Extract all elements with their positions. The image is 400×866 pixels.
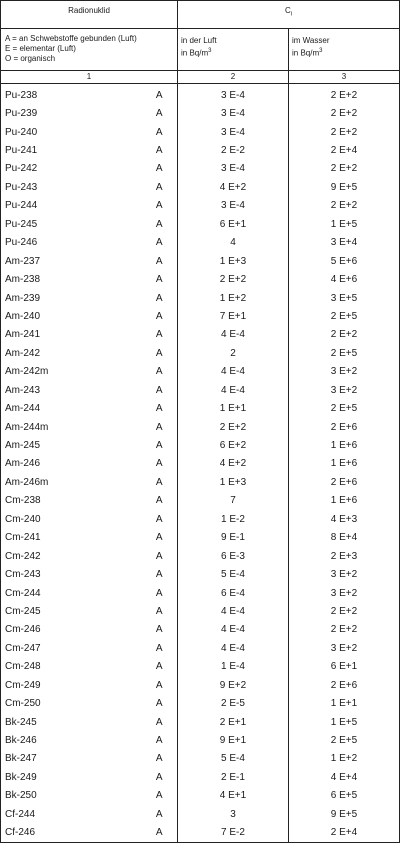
type-cell: A [124,178,178,196]
nuclide-cell: Am-242m [1,363,124,381]
nuclide-cell: Pu-241 [1,141,124,159]
nuclide-cell: Am-243 [1,381,124,399]
table-row [1,160,400,178]
nuclide-cell: Cm-246 [1,621,124,639]
type-cell: A [124,621,178,639]
water-value-cell: 1 E+6 [289,455,400,473]
water-unit: in Bq/m [292,48,320,58]
water-label-line2 [292,46,396,59]
type-cell: A [124,639,178,657]
type-cell: A [124,160,178,178]
nuclide-cell: Am-246 [1,455,124,473]
water-value-cell: 2 E+2 [289,197,400,215]
type-cell: A [124,602,178,620]
ci-label: C [284,6,291,15]
air-value-cell: 7 [178,492,289,510]
type-cell: A [124,731,178,749]
table-row [1,399,400,417]
table-row [1,492,400,510]
table-body [1,86,400,842]
air-value-cell: 3 E-4 [178,197,289,215]
column-number-2: 2 [178,71,289,84]
water-unit-exponent: 3 [319,48,323,54]
table-row [1,86,400,104]
nuclide-cell: Bk-250 [1,787,124,805]
water-value-cell: 2 E+6 [289,676,400,694]
water-value-cell: 2 E+2 [289,104,400,122]
nuclide-cell: Pu-243 [1,178,124,196]
column-header-air [178,29,289,71]
nuclide-cell: Pu-246 [1,234,124,252]
water-value-cell: 2 E+2 [289,621,400,639]
table-row [1,344,400,362]
type-cell: A [124,86,178,104]
legend-line: E = elementar (Luft) [5,44,76,53]
type-cell: A [124,418,178,436]
type-cell: A [124,565,178,583]
type-cell: A [124,713,178,731]
air-value-cell: 3 E-4 [178,160,289,178]
type-cell: A [124,584,178,602]
air-label-line2 [181,46,285,59]
table-row [1,270,400,288]
table-row [1,750,400,768]
table-row [1,584,400,602]
air-value-cell: 6 E-4 [178,584,289,602]
type-cell: A [124,344,178,362]
type-cell: A [124,381,178,399]
air-value-cell: 4 [178,234,289,252]
type-cell: A [124,307,178,325]
type-cell: A [124,215,178,233]
nuclide-cell: Cm-245 [1,602,124,620]
column-number-3: 3 [289,71,400,84]
air-value-cell: 4 E-4 [178,326,289,344]
nuclide-cell: Am-245 [1,436,124,454]
type-cell: A [124,750,178,768]
nuclide-cell: Cm-243 [1,565,124,583]
air-value-cell: 9 E+1 [178,731,289,749]
ci-subscript: i [290,11,293,18]
water-value-cell: 2 E+2 [289,86,400,104]
table-row [1,547,400,565]
air-value-cell: 2 [178,344,289,362]
water-value-cell: 1 E+6 [289,492,400,510]
water-value-cell: 2 E+4 [289,824,400,843]
type-legend [1,29,178,71]
type-cell: A [124,676,178,694]
table-row [1,289,400,307]
water-value-cell: 6 E+1 [289,658,400,676]
air-value-cell: 7 E-2 [178,824,289,843]
water-value-cell: 2 E+5 [289,731,400,749]
table-row [1,676,400,694]
column-number-1: 1 [1,71,178,84]
nuclide-cell: Pu-242 [1,160,124,178]
nuclide-cell: Cf-244 [1,805,124,823]
table-row [1,694,400,712]
table-row [1,658,400,676]
water-value-cell: 5 E+6 [289,252,400,270]
air-value-cell: 9 E+2 [178,676,289,694]
air-value-cell: 4 E+1 [178,787,289,805]
water-value-cell: 3 E+2 [289,363,400,381]
air-value-cell: 1 E+3 [178,252,289,270]
water-value-cell: 3 E+2 [289,584,400,602]
water-value-cell: 2 E+5 [289,307,400,325]
air-value-cell: 4 E-4 [178,602,289,620]
nuclide-cell: Cm-240 [1,510,124,528]
air-value-cell: 4 E+2 [178,455,289,473]
nuclide-cell: Am-244 [1,399,124,417]
water-value-cell: 1 E+6 [289,436,400,454]
type-cell: A [124,363,178,381]
water-value-cell: 8 E+4 [289,529,400,547]
water-value-cell: 3 E+2 [289,639,400,657]
legend-line: A = an Schwebstoffe gebunden (Luft) [5,34,137,43]
table-row [1,639,400,657]
nuclide-cell: Am-244m [1,418,124,436]
table-row [1,197,400,215]
column-header-ci [178,1,400,29]
type-cell: A [124,197,178,215]
table-row [1,713,400,731]
type-cell: A [124,529,178,547]
air-value-cell: 4 E-4 [178,381,289,399]
nuclide-cell: Cm-249 [1,676,124,694]
table-row [1,141,400,159]
air-value-cell: 2 E+2 [178,418,289,436]
type-cell: A [124,399,178,417]
table-row [1,418,400,436]
air-value-cell: 5 E-4 [178,750,289,768]
air-value-cell: 2 E+2 [178,270,289,288]
type-cell: A [124,289,178,307]
air-value-cell: 6 E+2 [178,436,289,454]
air-value-cell: 1 E+3 [178,473,289,491]
nuclide-cell: Cm-244 [1,584,124,602]
air-value-cell: 9 E-1 [178,529,289,547]
air-unit-exponent: 3 [208,48,212,54]
nuclide-cell: Cm-250 [1,694,124,712]
type-cell: A [124,234,178,252]
water-value-cell: 3 E+5 [289,289,400,307]
air-value-cell: 6 E+1 [178,215,289,233]
nuclide-cell: Am-237 [1,252,124,270]
water-value-cell: 3 E+2 [289,565,400,583]
nuclide-cell: Bk-249 [1,768,124,786]
type-cell: A [124,805,178,823]
table-row [1,307,400,325]
nuclide-cell: Am-240 [1,307,124,325]
nuclide-cell: Pu-240 [1,123,124,141]
type-cell: A [124,658,178,676]
water-value-cell: 9 E+5 [289,805,400,823]
water-value-cell: 2 E+4 [289,141,400,159]
type-cell: A [124,492,178,510]
air-value-cell: 5 E-4 [178,565,289,583]
water-value-cell: 1 E+2 [289,750,400,768]
nuclide-cell: Pu-238 [1,86,124,104]
type-cell: A [124,473,178,491]
water-value-cell: 2 E+5 [289,344,400,362]
nuclide-cell: Pu-245 [1,215,124,233]
type-cell: A [124,326,178,344]
water-value-cell: 1 E+1 [289,694,400,712]
table-row [1,787,400,805]
air-value-cell: 6 E-3 [178,547,289,565]
water-value-cell: 2 E+6 [289,418,400,436]
air-value-cell: 3 E-4 [178,123,289,141]
type-cell: A [124,455,178,473]
table-row [1,473,400,491]
nuclide-cell: Bk-246 [1,731,124,749]
legend-line: O = organisch [5,54,56,63]
air-value-cell: 1 E+2 [178,289,289,307]
column-header-water [289,29,400,71]
air-value-cell: 3 E-4 [178,104,289,122]
type-cell: A [124,270,178,288]
water-value-cell: 6 E+5 [289,787,400,805]
nuclide-cell: Cm-242 [1,547,124,565]
nuclide-cell: Am-241 [1,326,124,344]
table-row [1,602,400,620]
water-value-cell: 2 E+6 [289,473,400,491]
table-row [1,621,400,639]
table-row [1,381,400,399]
air-value-cell: 4 E-4 [178,363,289,381]
nuclide-cell: Cm-241 [1,529,124,547]
table-row [1,436,400,454]
water-value-cell: 3 E+2 [289,381,400,399]
table-row [1,565,400,583]
table-row [1,510,400,528]
water-value-cell: 1 E+5 [289,713,400,731]
nuclide-cell: Bk-245 [1,713,124,731]
air-value-cell: 4 E-4 [178,639,289,657]
water-value-cell: 4 E+4 [289,768,400,786]
type-cell: A [124,104,178,122]
table-row [1,805,400,823]
air-label-line1: in der Luft [181,36,217,45]
table-row [1,824,400,843]
table-row [1,252,400,270]
type-cell: A [124,123,178,141]
type-cell: A [124,510,178,528]
table-row [1,455,400,473]
nuclide-cell: Cm-238 [1,492,124,510]
nuclide-cell: Cf-246 [1,824,124,843]
nuclide-cell: Am-242 [1,344,124,362]
nuclide-cell: Am-238 [1,270,124,288]
nuclide-cell: Bk-247 [1,750,124,768]
air-value-cell: 1 E-4 [178,658,289,676]
type-cell: A [124,787,178,805]
type-cell: A [124,252,178,270]
table-row [1,731,400,749]
table-row [1,215,400,233]
water-value-cell: 2 E+2 [289,123,400,141]
air-value-cell: 1 E-2 [178,510,289,528]
water-value-cell: 4 E+3 [289,510,400,528]
nuclide-cell: Cm-247 [1,639,124,657]
type-cell: A [124,547,178,565]
nuclide-cell: Pu-239 [1,104,124,122]
table-row [1,234,400,252]
water-value-cell: 2 E+2 [289,602,400,620]
table-row [1,326,400,344]
air-value-cell: 3 [178,805,289,823]
table-row [1,529,400,547]
water-value-cell: 9 E+5 [289,178,400,196]
type-cell: A [124,694,178,712]
air-value-cell: 4 E+2 [178,178,289,196]
water-value-cell: 2 E+3 [289,547,400,565]
air-value-cell: 2 E-2 [178,141,289,159]
air-value-cell: 2 E-5 [178,694,289,712]
air-value-cell: 3 E-4 [178,86,289,104]
nuclide-cell: Am-246m [1,473,124,491]
water-label-line1: im Wasser [292,36,330,45]
table-row [1,123,400,141]
table-row [1,363,400,381]
water-value-cell: 3 E+4 [289,234,400,252]
table-row [1,768,400,786]
water-value-cell: 2 E+2 [289,160,400,178]
air-value-cell: 1 E+1 [178,399,289,417]
table-row [1,104,400,122]
nuclide-cell: Pu-244 [1,197,124,215]
type-cell: A [124,824,178,843]
type-cell: A [124,768,178,786]
nuclide-cell: Cm-248 [1,658,124,676]
air-value-cell: 7 E+1 [178,307,289,325]
air-value-cell: 2 E+1 [178,713,289,731]
table-row [1,178,400,196]
air-value-cell: 2 E-1 [178,768,289,786]
type-cell: A [124,436,178,454]
water-value-cell: 2 E+5 [289,399,400,417]
nuclide-cell: Am-239 [1,289,124,307]
column-header-radionuclide: Radionuklid [1,1,178,29]
water-value-cell: 1 E+5 [289,215,400,233]
air-value-cell: 4 E-4 [178,621,289,639]
air-unit: in Bq/m [181,48,209,58]
water-value-cell: 4 E+6 [289,270,400,288]
water-value-cell: 2 E+2 [289,326,400,344]
type-cell: A [124,141,178,159]
